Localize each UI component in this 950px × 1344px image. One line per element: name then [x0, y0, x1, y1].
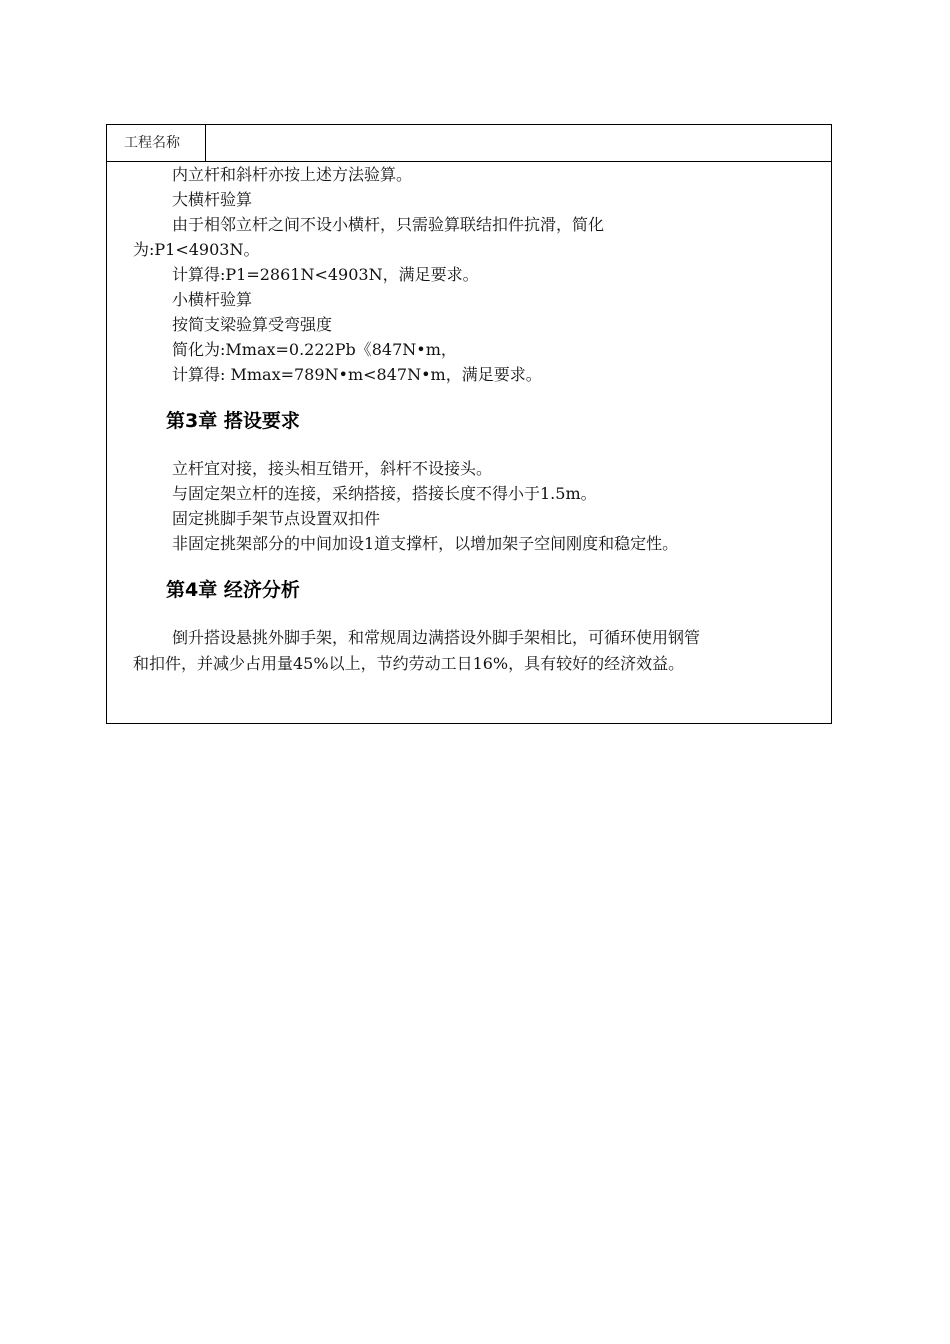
body-line: 计算得: Mmax=789N•m<847N•m，满足要求。	[172, 365, 542, 384]
body-line: 固定挑脚手架节点设置双扣件	[172, 509, 381, 528]
body-line: 小横杆验算	[172, 290, 253, 309]
body-line: 和扣件，并减少占用量45%以上，节约劳动工日16%，具有较好的经济效益。	[133, 654, 685, 673]
body-line: 按简支梁验算受弯强度	[172, 315, 333, 334]
chapter-4-heading: 第4章 经济分析	[166, 579, 300, 601]
body-line: 简化为:Mmax=0.222Pb《847N•m，	[172, 340, 457, 359]
project-name-label: 工程名称	[107, 125, 206, 161]
body-line: 立杆宜对接，接头相互错开，斜杆不设接头。	[172, 459, 493, 478]
body-line: 由于相邻立杆之间不设小横杆，只需验算联结扣件抗滑，简化	[172, 215, 605, 234]
body-line: 大横杆验算	[172, 190, 253, 209]
chapter-3-heading: 第3章 搭设要求	[166, 410, 300, 432]
body-line: 非固定挑架部分的中间加设1道支撑杆，以增加架子空间刚度和稳定性。	[172, 534, 679, 553]
body-line: 为:P1<4903N。	[133, 240, 260, 259]
body-line: 倒升搭设悬挑外脚手架，和常规周边满搭设外脚手架相比，可循环使用钢管	[172, 628, 701, 647]
body-line: 与固定架立杆的连接，采纳搭接，搭接长度不得小于1.5m。	[172, 484, 597, 503]
project-name-value	[206, 125, 831, 161]
body-line: 计算得:P1=2861N<4903N，满足要求。	[172, 265, 479, 284]
body-line: 内立杆和斜杆亦按上述方法验算。	[172, 165, 413, 184]
header-row	[107, 125, 831, 162]
